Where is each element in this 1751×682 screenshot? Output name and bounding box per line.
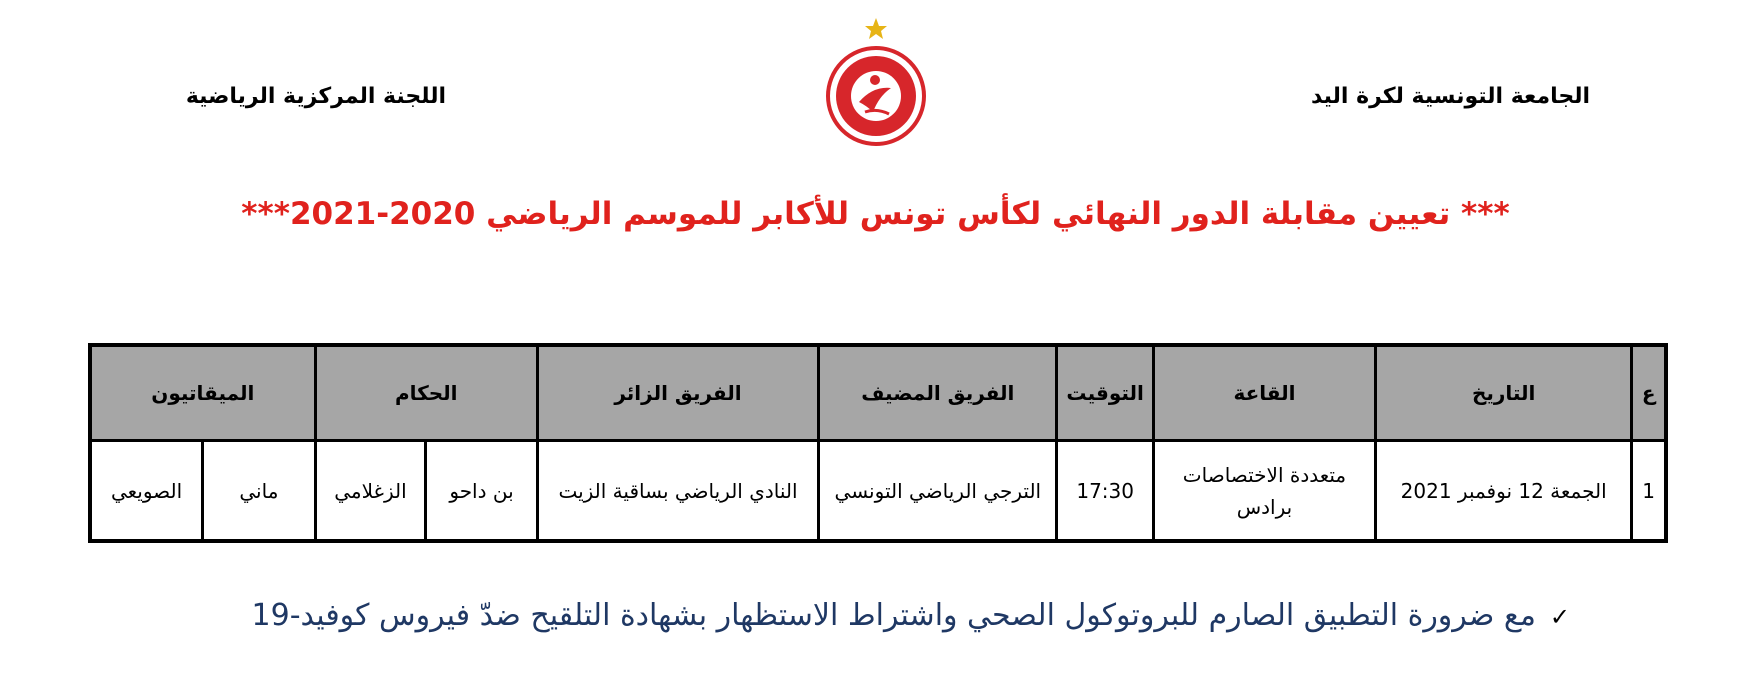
cell-away-team: النادي الرياضي بساقية الزيت: [537, 441, 818, 542]
federation-name: الجامعة التونسية لكرة اليد: [1310, 84, 1590, 109]
col-header-time: التوقيت: [1057, 345, 1153, 441]
table-row: [90, 441, 1666, 542]
page-title: *** تعيين مقابلة الدور النهائي لكأس تونس للأكابر للموسم الرياضي 2020-2021***: [241, 196, 1510, 232]
cell-date: الجمعة 12 نوفمبر 2021: [1376, 441, 1632, 542]
venue-line-1: متعددة الاختصاصات: [1182, 462, 1347, 487]
federation-logo: [817, 16, 935, 146]
col-header-timekeepers: الميقاتيون: [90, 345, 315, 441]
cell-home-team: الترجي الرياضي التونسي: [819, 441, 1057, 542]
note-text: مع ضرورة التطبيق الصارم للبروتوكول الصحي واشتراط الاستظهار بشهادة التلقيح ضدّ فيروس كوفيد-19: [251, 598, 1536, 633]
cell-num: 1: [1632, 441, 1666, 542]
health-protocol-note: [251, 598, 1570, 633]
assignment-table: [88, 343, 1668, 543]
checkmark-icon: ✓: [1549, 603, 1570, 631]
cell-timekeeper-2: الصويعي: [90, 441, 203, 542]
venue-line-2: برادس: [1236, 494, 1293, 519]
cell-time: 17:30: [1057, 441, 1153, 542]
cell-timekeeper-1: ماني: [203, 441, 316, 542]
col-header-num: ع: [1632, 345, 1666, 441]
player-head-icon: [870, 75, 880, 85]
table-header-row: [90, 345, 1666, 441]
col-header-away: الفريق الزائر: [537, 345, 818, 441]
col-header-date: التاريخ: [1376, 345, 1632, 441]
cell-venue: [1153, 441, 1375, 542]
col-header-referees: الحكام: [315, 345, 537, 441]
cell-referee-2: الزغلامي: [315, 441, 426, 542]
col-header-venue: القاعة: [1153, 345, 1375, 441]
star-icon: [865, 18, 887, 39]
col-header-home: الفريق المضيف: [819, 345, 1057, 441]
committee-name: اللجنة المركزية الرياضية: [185, 84, 446, 109]
cell-referee-1: بن داحو: [426, 441, 538, 542]
